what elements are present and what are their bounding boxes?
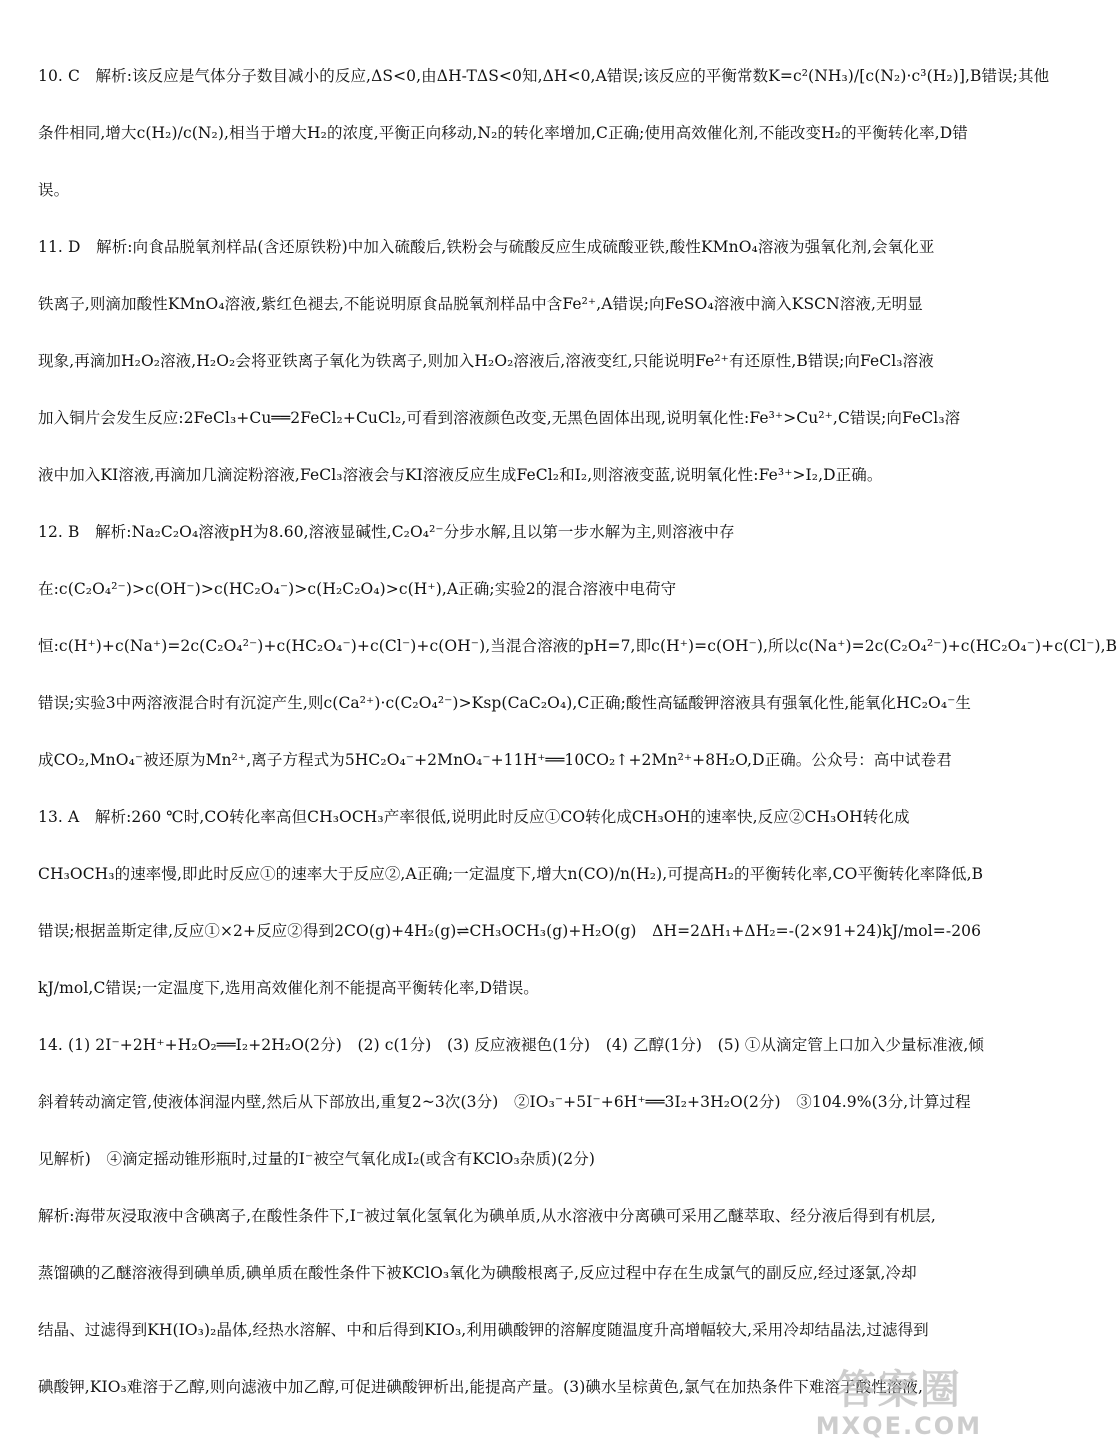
text-line-24: 碘酸钾,KIO₃难溶于乙醇,则向滤液中加乙醇,可促进碘酸钾析出,能提高产量。(3)碘水呈棕黄色,氯气在加热条件下难溶于酸性溶液, <box>38 1378 924 1396</box>
text-line-15: CH₃OCH₃的速率慢,即此时反应①的速率大于反应②,A正确;一定温度下,增大n(CO)/n(H₂),可提高H₂的平衡转化率,CO平衡转化率降低,B <box>38 865 984 883</box>
document-page <box>38 48 1117 1416</box>
watermark-url-text: MXQE.COM <box>815 1412 982 1440</box>
text-line-20: 见解析) ④滴定摇动锥形瓶时,过量的I⁻被空气氧化成I₂(或含有KClO₃杂质)(2分) <box>38 1150 595 1168</box>
text-line-16: 错误;根据盖斯定律,反应①×2+反应②得到2CO(g)+4H₂(g)⇌CH₃OCH₃(g)+H₂O(g) ΔH=2ΔH₁+ΔH₂=-(2×91+24)kJ/mol=-206 <box>38 922 982 940</box>
text-line-3: 误。 <box>38 181 70 199</box>
text-line-8: 液中加入KI溶液,再滴加几滴淀粉溶液,FeCl₃溶液会与KI溶液反应生成FeCl₂和I₂,则溶液变蓝,说明氧化性:Fe³⁺>I₂,D正确。 <box>38 466 883 484</box>
text-line-18: 14. (1) 2I⁻+2H⁺+H₂O₂══I₂+2H₂O(2分) (2) c(1分) (3) 反应液褪色(1分) (4) 乙醇(1分) (5) ①从滴定管上口加入少量标准液,倾 <box>38 1036 984 1054</box>
text-line-22: 蒸馏碘的乙醚溶液得到碘单质,碘单质在酸性条件下被KClO₃氧化为碘酸根离子,反应过程中存在生成氯气的副反应,经过逐氯,冷却 <box>38 1264 917 1282</box>
text-line-5: 铁离子,则滴加酸性KMnO₄溶液,紫红色褪去,不能说明原食品脱氧剂样品中含Fe²⁺,A错误;向FeSO₄溶液中滴入KSCN溶液,无明显 <box>38 295 923 313</box>
text-line-14: 13. A 解析:260 ℃时,CO转化率高但CH₃OCH₃产率很低,说明此时反应①CO转化成CH₃OH的速率快,反应②CH₃OH转化成 <box>38 808 910 826</box>
text-line-10: 在:c(C₂O₄²⁻)>c(OH⁻)>c(HC₂O₄⁻)>c(H₂C₂O₄)>c(H⁺),A正确;实验2的混合溶液中电荷守 <box>38 580 677 598</box>
text-line-11: 恒:c(H⁺)+c(Na⁺)=2c(C₂O₄²⁻)+c(HC₂O₄⁻)+c(Cl⁻)+c(OH⁻),当混合溶液的pH=7,即c(H⁺)=c(OH⁻),所以c(Na⁺)=2c(C₂O₄²⁻)+c(HC₂O₄⁻)+c(Cl⁻),B <box>38 637 1117 655</box>
text-line-6: 现象,再滴加H₂O₂溶液,H₂O₂会将亚铁离子氧化为铁离子,则加入H₂O₂溶液后,溶液变红,只能说明Fe²⁺有还原性,B错误;向FeCl₃溶液 <box>38 352 934 370</box>
watermark-logo <box>816 1368 982 1440</box>
text-line-9: 12. B 解析:Na₂C₂O₄溶液pH为8.60,溶液显碱性,C₂O₄²⁻分步水解,且以第一步水解为主,则溶液中存 <box>38 523 735 541</box>
text-line-23: 结晶、过滤得到KH(IO₃)₂晶体,经热水溶解、中和后得到KIO₃,利用碘酸钾的溶解度随温度升高增幅较大,采用冷却结晶法,过滤得到 <box>38 1321 929 1339</box>
watermark-logo-text: 答案圈 <box>835 1367 962 1413</box>
text-line-13: 成CO₂,MnO₄⁻被还原为Mn²⁺,离子方程式为5HC₂O₄⁻+2MnO₄⁻+11H⁺══10CO₂↑+2Mn²⁺+8H₂O,D正确。公众号：高中试卷君 <box>38 751 952 769</box>
text-line-19: 斜着转动滴定管,使液体润湿内壁,然后从下部放出,重复2~3次(3分) ②IO₃⁻+5I⁻+6H⁺══3I₂+3H₂O(2分) ③104.9%(3分,计算过程 <box>38 1093 971 1111</box>
text-line-17: kJ/mol,C错误;一定温度下,选用高效催化剂不能提高平衡转化率,D错误。 <box>38 979 539 997</box>
text-line-21: 解析:海带灰浸取液中含碘离子,在酸性条件下,I⁻被过氧化氢氧化为碘单质,从水溶液中分离碘可采用乙醚萃取、经分液后得到有机层, <box>38 1207 936 1225</box>
text-line-7: 加入铜片会发生反应:2FeCl₃+Cu══2FeCl₂+CuCl₂,可看到溶液颜色改变,无黑色固体出现,说明氧化性:Fe³⁺>Cu²⁺,C错误;向FeCl₃溶 <box>38 409 961 427</box>
text-line-4: 11. D 解析:向食品脱氧剂样品(含还原铁粉)中加入硫酸后,铁粉会与硫酸反应生成硫酸亚铁,酸性KMnO₄溶液为强氧化剂,会氧化亚 <box>38 238 935 256</box>
text-line-1: 10. C 解析:该反应是气体分子数目减小的反应,ΔS<0,由ΔH-TΔS<0知,ΔH<0,A错误;该反应的平衡常数K=c²(NH₃)/[c(N₂)·c³(H₂)],B错误;其他 <box>38 67 1050 85</box>
text-line-2: 条件相同,增大c(H₂)/c(N₂),相当于增大H₂的浓度,平衡正向移动,N₂的转化率增加,C正确;使用高效催化剂,不能改变H₂的平衡转化率,D错 <box>38 124 968 142</box>
text-line-12: 错误;实验3中两溶液混合时有沉淀产生,则c(Ca²⁺)·c(C₂O₄²⁻)>Ksp(CaC₂O₄),C正确;酸性高锰酸钾溶液具有强氧化性,能氧化HC₂O₄⁻生 <box>38 694 972 712</box>
